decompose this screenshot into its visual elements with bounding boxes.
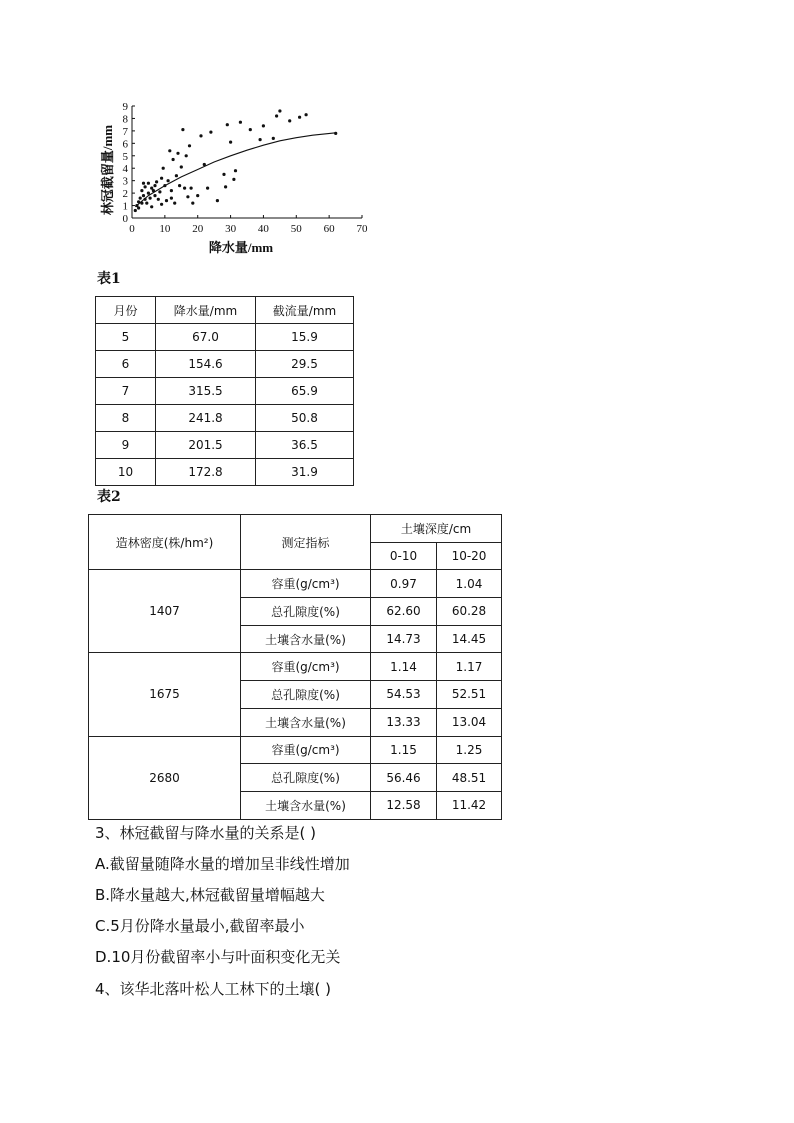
data-point	[305, 113, 308, 116]
x-tick-label: 30	[225, 223, 237, 235]
data-point	[199, 134, 202, 137]
value-cell: 14.73	[371, 625, 437, 653]
table1-row	[96, 459, 354, 486]
scatter-chart	[96, 98, 386, 258]
density-cell: 2680	[89, 736, 241, 819]
table1-cell: 201.5	[156, 432, 256, 459]
x-tick-label: 50	[290, 223, 302, 235]
table2-row	[89, 570, 502, 598]
data-point	[181, 128, 184, 131]
data-point	[334, 132, 337, 135]
y-tick-label: 7	[122, 125, 128, 138]
data-point	[272, 137, 275, 140]
metric-cell: 总孔隙度(%)	[241, 681, 371, 709]
table1-cell: 7	[96, 378, 156, 405]
y-tick-label: 4	[122, 163, 128, 176]
data-point	[137, 200, 140, 203]
table1-row	[96, 351, 354, 378]
data-point	[142, 194, 145, 197]
value-cell: 1.14	[371, 653, 437, 681]
metric-cell: 总孔隙度(%)	[241, 764, 371, 792]
table1-cell: 月份	[96, 297, 156, 324]
data-point	[170, 189, 173, 192]
question-4: 4、该华北落叶松人工林下的土壤( )	[95, 980, 332, 998]
table1-cell: 31.9	[256, 459, 354, 486]
table1-cell: 315.5	[156, 378, 256, 405]
table-1	[95, 296, 354, 486]
x-tick-label: 10	[159, 223, 171, 235]
data-point	[191, 202, 194, 205]
data-point	[158, 190, 161, 193]
metric-cell: 土壤含水量(%)	[241, 625, 371, 653]
data-point	[167, 179, 170, 182]
data-point	[262, 124, 265, 127]
table1-row	[96, 405, 354, 432]
data-point	[178, 184, 181, 187]
y-tick-label: 2	[122, 188, 128, 201]
y-axis-label: 林冠截留量/mm	[100, 124, 115, 216]
table-2	[88, 514, 502, 820]
x-axis-label: 降水量/mm	[208, 240, 274, 255]
data-point	[180, 165, 183, 168]
x-tick-label: 60	[323, 223, 335, 235]
data-point	[275, 114, 278, 117]
question-3: 3、林冠截留与降水量的关系是( )	[95, 824, 317, 842]
table2-row	[89, 736, 502, 764]
data-point	[185, 154, 188, 157]
depth-header: 土壤深度/cm	[371, 515, 502, 543]
data-point	[147, 182, 150, 185]
question-3-option-d: D.10月份截留率小与叶面积变化无关	[95, 948, 341, 966]
table1-header-row	[96, 297, 354, 324]
data-point	[288, 119, 291, 122]
data-point	[172, 158, 175, 161]
data-point	[170, 197, 173, 200]
y-tick-label: 8	[122, 113, 128, 126]
table1-cell: 67.0	[156, 324, 256, 351]
x-tick-label: 70	[356, 223, 368, 235]
table2-label: 表2	[97, 489, 121, 505]
data-point	[229, 141, 232, 144]
chart-marks	[134, 109, 338, 212]
y-tick-label: 1	[122, 200, 128, 213]
metric-header: 测定指标	[241, 515, 371, 570]
data-point	[249, 128, 252, 131]
metric-cell: 土壤含水量(%)	[241, 791, 371, 819]
data-point	[162, 167, 165, 170]
question-3-option-b: B.降水量越大,林冠截留量增幅越大	[95, 886, 325, 904]
table1-cell: 截流量/mm	[256, 297, 354, 324]
table1-cell: 8	[96, 405, 156, 432]
data-point	[140, 202, 143, 205]
data-point	[206, 187, 209, 190]
data-point	[196, 194, 199, 197]
data-point	[173, 202, 176, 205]
data-point	[209, 131, 212, 134]
table1-cell: 9	[96, 432, 156, 459]
y-tick-label: 9	[122, 101, 128, 113]
table1-cell: 5	[96, 324, 156, 351]
data-point	[142, 182, 145, 185]
value-cell: 13.33	[371, 708, 437, 736]
data-point	[234, 169, 237, 172]
table1-cell: 65.9	[256, 378, 354, 405]
value-cell: 54.53	[371, 681, 437, 709]
table1-cell: 15.9	[256, 324, 354, 351]
data-point	[152, 189, 155, 192]
value-cell: 14.45	[437, 625, 502, 653]
value-cell: 11.42	[437, 791, 502, 819]
density-cell: 1407	[89, 570, 241, 653]
y-tick-label: 6	[122, 138, 128, 151]
data-point	[176, 152, 179, 155]
value-cell: 60.28	[437, 598, 502, 626]
table1-label: 表1	[97, 271, 121, 287]
data-point	[190, 187, 193, 190]
data-point	[226, 123, 229, 126]
x-tick-label: 40	[257, 223, 269, 235]
data-point	[160, 203, 163, 206]
data-point	[137, 206, 140, 209]
table1-row	[96, 324, 354, 351]
data-point	[149, 197, 152, 200]
data-point	[239, 121, 242, 124]
depth-subheader: 10-20	[437, 542, 502, 570]
table1-row	[96, 378, 354, 405]
table1-cell: 50.8	[256, 405, 354, 432]
data-point	[216, 199, 219, 202]
data-point	[134, 209, 137, 212]
data-point	[175, 174, 178, 177]
table1-cell: 降水量/mm	[156, 297, 256, 324]
data-point	[163, 184, 166, 187]
value-cell: 1.17	[437, 653, 502, 681]
data-point	[140, 189, 143, 192]
question-3-option-c: C.5月份降水量最小,截留率最小	[95, 917, 305, 935]
density-cell: 1675	[89, 653, 241, 736]
density-header: 造林密度(株/hm²)	[89, 515, 241, 570]
table2-header-row	[89, 515, 502, 543]
depth-subheader: 0-10	[371, 542, 437, 570]
value-cell: 12.58	[371, 791, 437, 819]
value-cell: 1.15	[371, 736, 437, 764]
data-point	[203, 163, 206, 166]
x-tick-label: 20	[192, 223, 204, 235]
value-cell: 48.51	[437, 764, 502, 792]
value-cell: 56.46	[371, 764, 437, 792]
y-tick-label: 0	[122, 213, 128, 225]
table1-cell: 29.5	[256, 351, 354, 378]
data-point	[155, 180, 158, 183]
data-point	[186, 195, 189, 198]
value-cell: 62.60	[371, 598, 437, 626]
data-point	[298, 116, 301, 119]
table1-cell: 10	[96, 459, 156, 486]
data-point	[232, 178, 235, 181]
y-tick-label: 3	[122, 175, 128, 188]
data-point	[188, 144, 191, 147]
value-cell: 0.97	[371, 570, 437, 598]
value-cell: 1.04	[437, 570, 502, 598]
metric-cell: 容重(g/cm³)	[241, 736, 371, 764]
data-point	[259, 138, 262, 141]
data-point	[145, 202, 148, 205]
table1-cell: 6	[96, 351, 156, 378]
data-point	[165, 199, 168, 202]
table1-cell: 154.6	[156, 351, 256, 378]
data-point	[150, 205, 153, 208]
data-point	[144, 198, 147, 201]
data-point	[160, 177, 163, 180]
data-point	[168, 149, 171, 152]
data-point	[147, 192, 150, 195]
data-point	[222, 173, 225, 176]
value-cell: 52.51	[437, 681, 502, 709]
data-point	[224, 185, 227, 188]
table1-cell: 172.8	[156, 459, 256, 486]
data-point	[144, 185, 147, 188]
data-point	[183, 187, 186, 190]
table2-row	[89, 653, 502, 681]
data-point	[153, 184, 156, 187]
data-point	[153, 194, 156, 197]
value-cell: 1.25	[437, 736, 502, 764]
x-tick-label: 0	[129, 223, 135, 235]
metric-cell: 总孔隙度(%)	[241, 598, 371, 626]
value-cell: 13.04	[437, 708, 502, 736]
data-point	[278, 109, 281, 112]
metric-cell: 土壤含水量(%)	[241, 708, 371, 736]
metric-cell: 容重(g/cm³)	[241, 653, 371, 681]
table1-cell: 241.8	[156, 405, 256, 432]
question-3-option-a: A.截留量随降水量的增加呈非线性增加	[95, 855, 350, 873]
data-point	[139, 197, 142, 200]
metric-cell: 容重(g/cm³)	[241, 570, 371, 598]
table1-row	[96, 432, 354, 459]
chart-ticks	[123, 101, 369, 235]
data-point	[157, 198, 160, 201]
table1-cell: 36.5	[256, 432, 354, 459]
y-tick-label: 5	[122, 150, 128, 163]
